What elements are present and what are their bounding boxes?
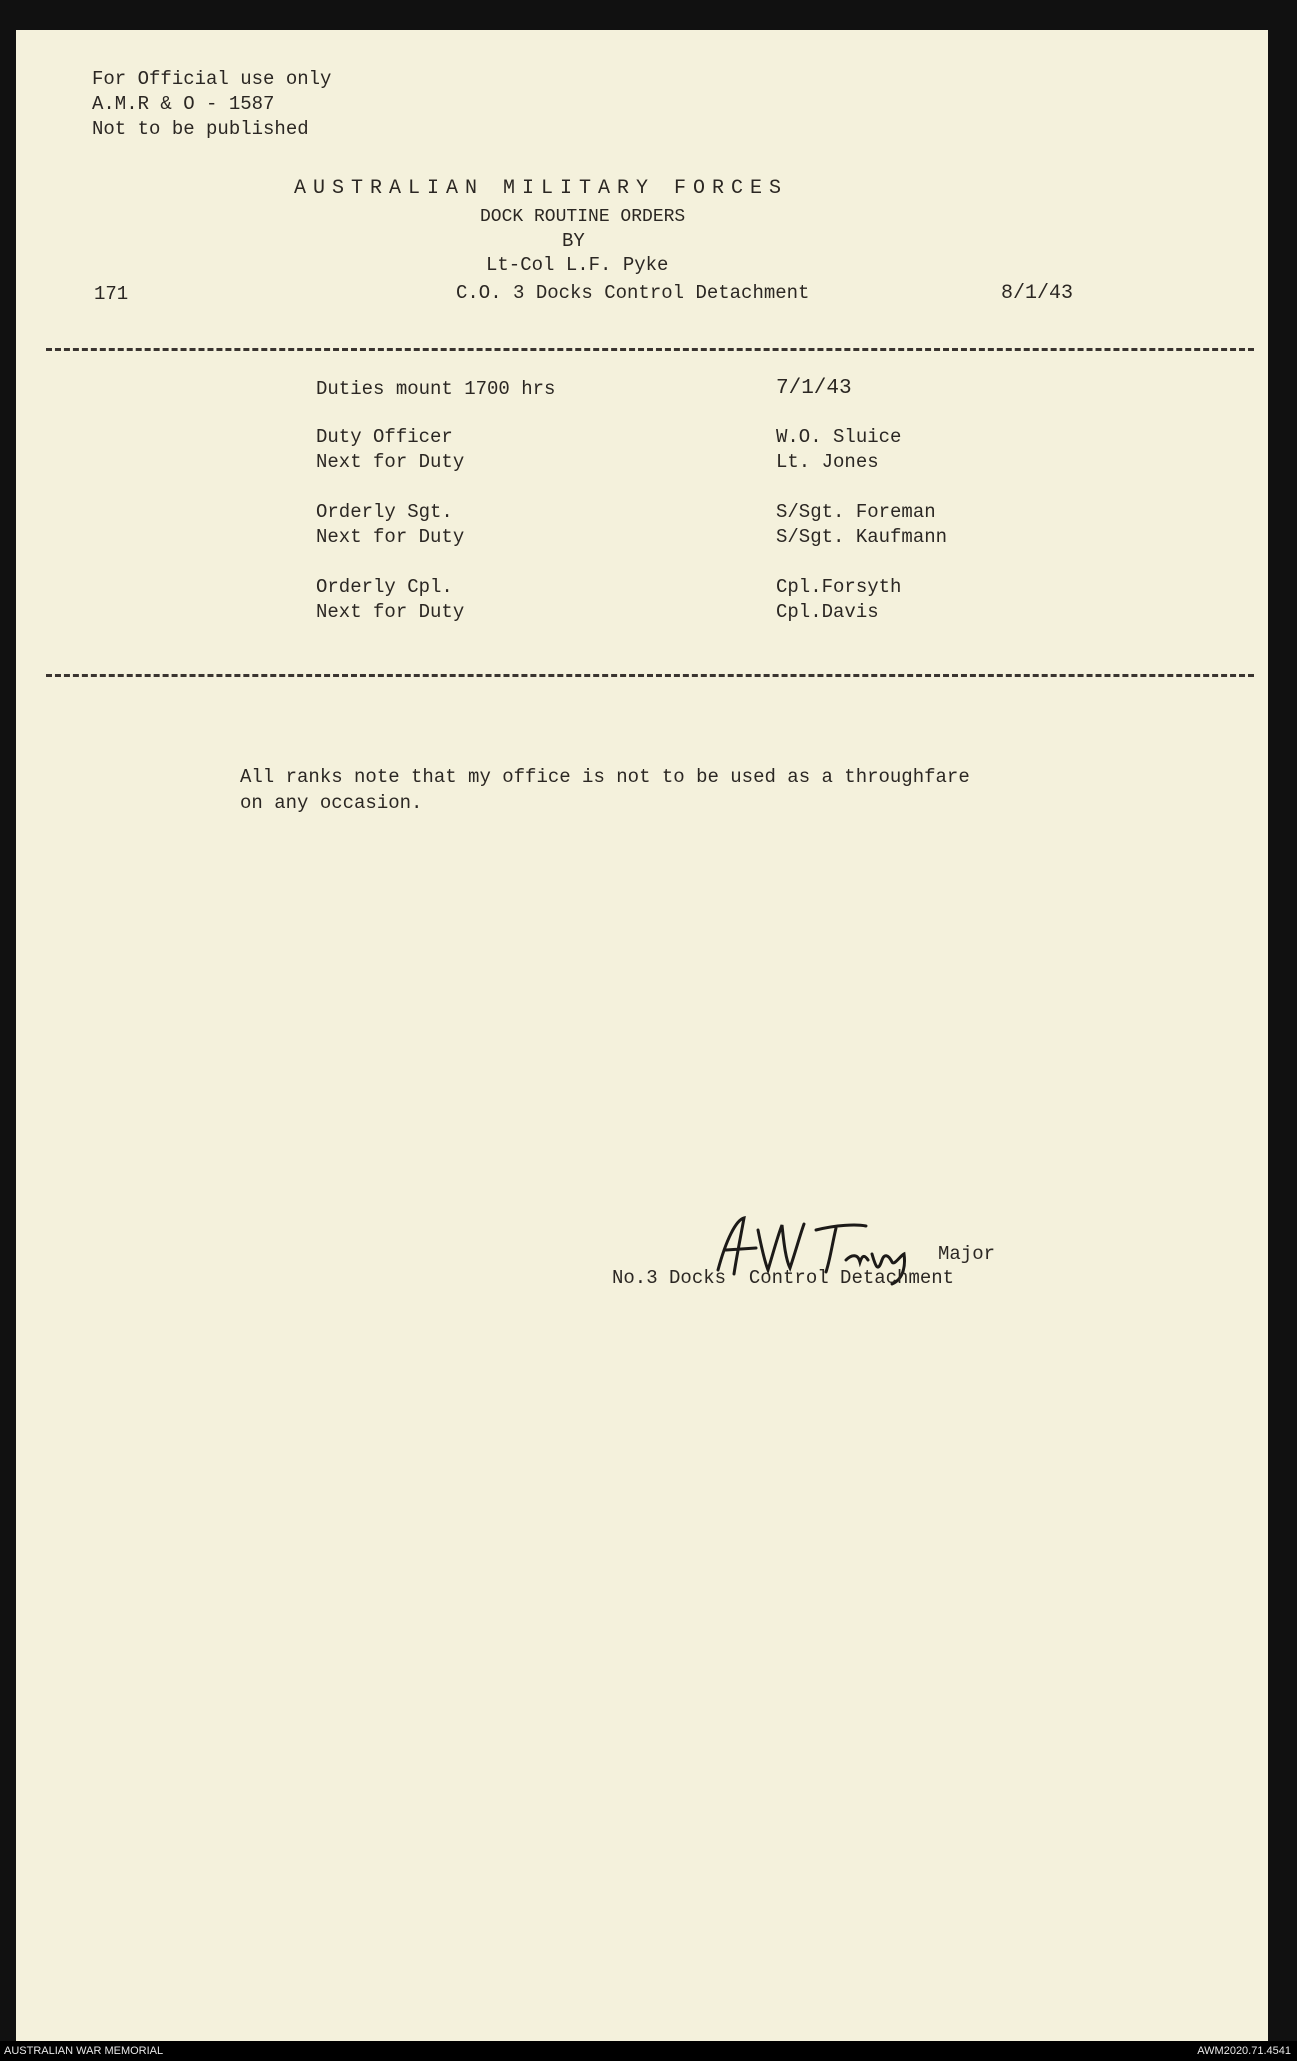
duty-role: Duty Officer — [316, 426, 453, 448]
duty-name: Cpl.Forsyth — [776, 576, 902, 598]
duty-role: Next for Duty — [316, 451, 465, 473]
issuing-unit: C.O. 3 Docks Control Detachment — [456, 282, 810, 304]
restriction-line-1: For Official use only — [92, 68, 332, 90]
archive-footer — [0, 2041, 1297, 2061]
duty-name: W.O. Sluice — [776, 426, 902, 448]
duties-mount-label: Duties mount 1700 hrs — [316, 378, 556, 400]
divider-top — [46, 348, 1254, 351]
duty-name: S/Sgt. Foreman — [776, 501, 936, 523]
orders-title: DOCK ROUTINE ORDERS — [480, 207, 686, 227]
duties-mount-date: 7/1/43 — [776, 377, 852, 400]
issuing-officer: Lt-Col L.F. Pyke — [486, 254, 669, 276]
orders-by: BY — [562, 230, 585, 252]
restriction-line-2: A.M.R & O - 1587 — [92, 93, 275, 115]
footer-reference: AWM2020.71.4541 — [1197, 2045, 1291, 2057]
duty-role: Next for Duty — [316, 601, 465, 623]
divider-bottom — [46, 674, 1254, 677]
footer-source: AUSTRALIAN WAR MEMORIAL — [4, 2045, 164, 2057]
notice-line-1: All ranks note that my office is not to be used as a throughfare — [240, 766, 970, 788]
restriction-line-3: Not to be published — [92, 118, 309, 140]
duty-name: Lt. Jones — [776, 451, 879, 473]
duty-role: Orderly Sgt. — [316, 501, 453, 523]
org-heading: AUSTRALIAN MILITARY FORCES — [294, 177, 789, 200]
signature-unit: No.3 Docks Control Detachment — [612, 1267, 955, 1289]
notice-line-2: on any occasion. — [240, 792, 423, 814]
duty-name: S/Sgt. Kaufmann — [776, 526, 948, 548]
order-date: 8/1/43 — [1001, 282, 1074, 305]
duty-name: Cpl.Davis — [776, 601, 879, 623]
duty-role: Next for Duty — [316, 526, 465, 548]
order-number: 171 — [94, 283, 129, 305]
signature-rank: Major — [938, 1243, 996, 1265]
duty-role: Orderly Cpl. — [316, 576, 453, 598]
document-page — [16, 30, 1268, 2041]
